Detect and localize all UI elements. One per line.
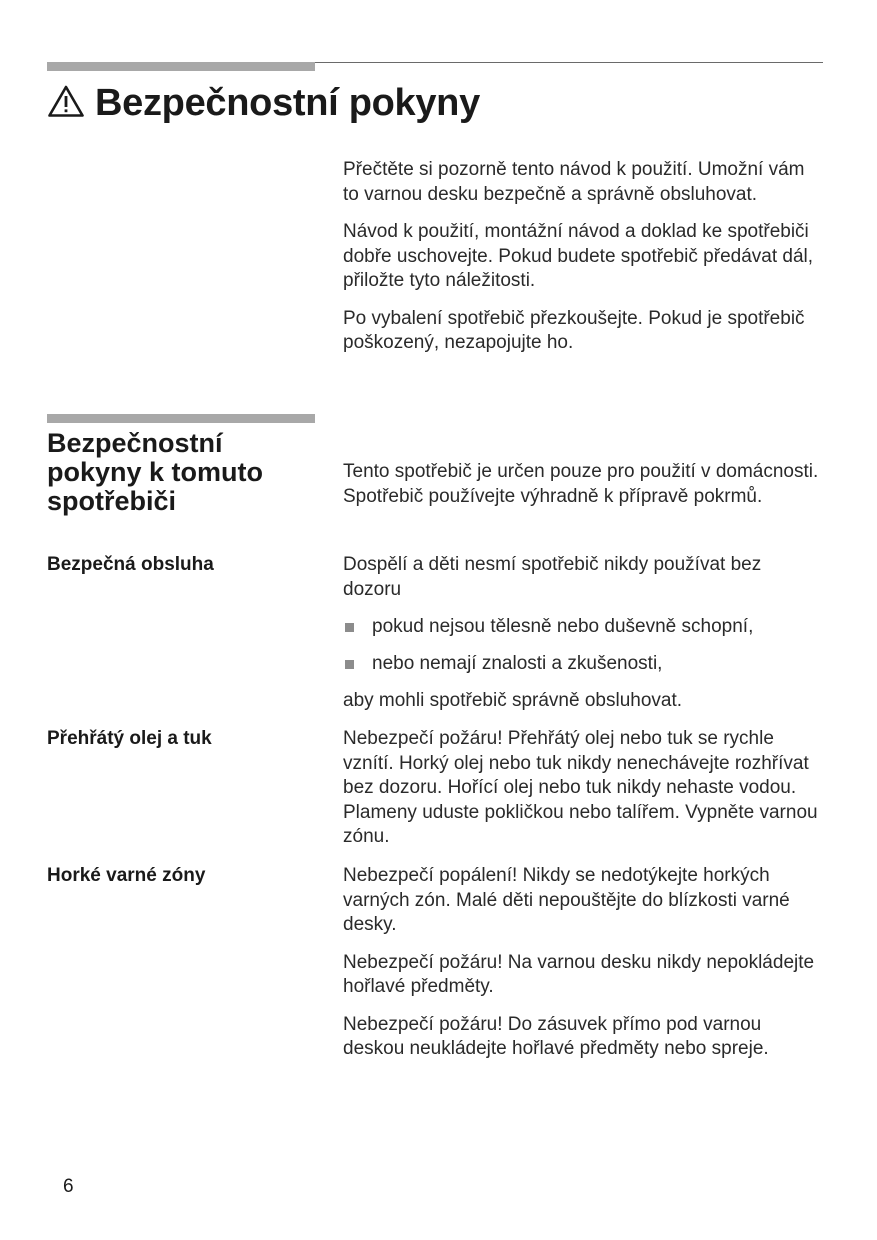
hot-zones-paragraph: Nebezpečí požáru! Do zásuvek přímo pod varnou deskou neukládejte hořlavé předměty nebo spreje.: [343, 1013, 769, 1059]
safe-operation-text: [343, 553, 823, 727]
section-rule: [47, 414, 315, 423]
subsection-heading-safe-operation: Bezpečná obsluha: [47, 554, 214, 575]
overheated-oil-paragraph: Nebezpečí požáru! Přehřátý olej nebo tuk se rychle vznítí. Horký olej nebo tuk nikdy nenechávejte rozhřívat bez dozoru. Hořící olej nebo tuk nikdy nehaste vodou. Plameny uduste pokličkou nebo talířem. Vypněte varnou zónu.: [343, 728, 818, 847]
list-item: pokud nejsou tělesně nebo duševně schopní,: [343, 615, 823, 640]
page-number: 6: [63, 1176, 74, 1197]
subsection-heading-hot-zones: Horké varné zóny: [47, 865, 206, 886]
overheated-oil-text: [343, 727, 823, 863]
section-intro: Tento spotřebič je určen pouze pro použití v domácnosti. Spotřebič používejte výhradně k přípravě pokrmů.: [343, 461, 819, 507]
hot-zones-paragraph: Nebezpečí požáru! Na varnou desku nikdy nepokládejte hořlavé předměty.: [343, 951, 815, 997]
list-item: nebo nemají znalosti a zkušenosti,: [343, 652, 823, 677]
warning-triangle-icon: [47, 83, 85, 117]
section-title: Bezpečnostní pokyny k tomuto spotřebiči: [47, 428, 264, 516]
page-title-text: Bezpečnostní pokyny: [95, 82, 480, 124]
subsection-heading-overheated-oil: Přehřátý olej a tuk: [47, 728, 212, 749]
header-rule-accent: [47, 62, 315, 71]
intro-paragraph: Přečtěte si pozorně tento návod k použití. Umožní vám to varnou desku bezpečně a správně obsluhovat.: [343, 159, 805, 205]
intro-paragraph: Po vybalení spotřebič přezkoušejte. Pokud je spotřebič poškozený, nezapojujte ho.: [343, 307, 805, 353]
safe-operation-lead: Dospělí a děti nesmí spotřebič nikdy používat bez dozoru: [343, 554, 762, 600]
intro-paragraph: Návod k použití, montážní návod a doklad ke spotřebiči dobře uschovejte. Pokud budete spotřebič předávat dál, přiložte tyto náležitosti.: [343, 221, 814, 291]
intro-text: [343, 158, 823, 369]
hot-zones-paragraph: Nebezpečí popálení! Nikdy se nedotýkejte horkých varných zón. Malé děti nepouštějte do blízkosti varné desky.: [343, 865, 790, 935]
page-title: [47, 80, 480, 126]
safe-operation-list: [343, 615, 823, 676]
safe-operation-tail: aby mohli spotřebič správně obsluhovat.: [343, 690, 683, 711]
hot-zones-text: [343, 864, 823, 1075]
square-bullet-icon: [345, 623, 354, 632]
square-bullet-icon: [345, 660, 354, 669]
